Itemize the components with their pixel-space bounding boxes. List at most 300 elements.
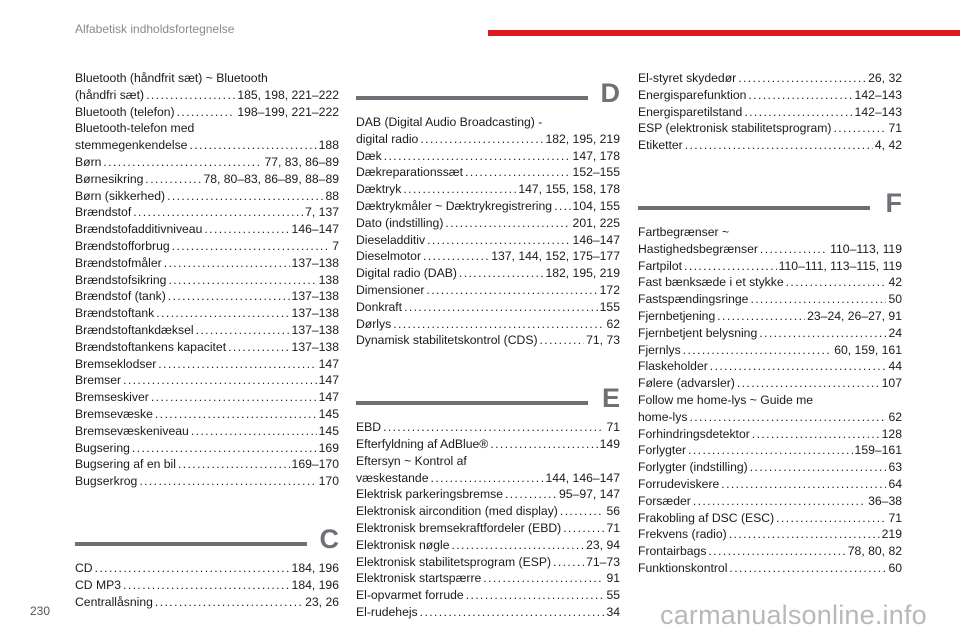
dot-leader — [540, 332, 585, 349]
page-reference: 128 — [881, 426, 902, 441]
section-gap — [356, 349, 620, 375]
index-entry — [75, 288, 339, 305]
header-title: Alfabetisk indholdsfortegnelse — [75, 22, 235, 36]
dot-leader — [752, 426, 880, 443]
index-term: Fjernbetjening — [638, 308, 716, 323]
index-term: Brændstofforbrug — [75, 238, 170, 253]
page-reference: 184, 196 — [291, 577, 339, 592]
dot-leader — [786, 274, 887, 291]
page-reference: 23, 94 — [586, 537, 620, 552]
index-entry-row — [75, 372, 339, 389]
index-entry-row — [356, 131, 620, 148]
index-term: Forlygter — [638, 443, 687, 458]
index-entry-row — [356, 181, 620, 198]
page-reference: 23–24, 26–27, 91 — [807, 308, 902, 323]
dot-leader — [490, 436, 597, 453]
index-entry-row — [356, 486, 620, 503]
index-term: Bluetooth (telefon) — [75, 104, 175, 119]
index-term: Brændstoftankdæksel — [75, 322, 194, 337]
page-reference: 142–143 — [854, 87, 902, 102]
page-reference: 170 — [318, 474, 339, 489]
dot-leader — [177, 104, 236, 121]
index-entry-row — [638, 342, 902, 359]
index-term: ESP (elektronisk stabilitetsprogram) — [638, 121, 832, 136]
page-reference: 60, 159, 161 — [834, 342, 902, 357]
page-reference: 104, 155 — [572, 198, 620, 213]
dot-leader — [738, 70, 866, 87]
page-reference: 146–147 — [572, 232, 620, 247]
dot-leader — [384, 148, 571, 165]
dot-leader — [123, 577, 289, 594]
index-term: Følere (advarsler) — [638, 376, 735, 391]
dot-leader — [178, 456, 290, 473]
index-entry — [638, 325, 902, 342]
index-entry — [638, 291, 902, 308]
section-gap — [638, 154, 902, 180]
index-entry — [75, 204, 339, 221]
index-entry-row — [75, 594, 339, 611]
index-entry-row — [638, 375, 902, 392]
index-entry-row — [356, 164, 620, 181]
index-entry — [75, 120, 339, 154]
dot-leader — [139, 473, 316, 490]
dot-leader — [103, 154, 262, 171]
page-reference: 7, 137 — [305, 205, 339, 220]
page-reference: 219 — [881, 527, 902, 542]
index-entry-row — [75, 456, 339, 473]
page-number: 230 — [30, 604, 51, 618]
dot-leader — [158, 356, 316, 373]
section-heading-f — [638, 188, 902, 218]
index-term: Energisparetilstand — [638, 104, 743, 119]
index-entry-row — [356, 436, 620, 453]
dot-leader — [196, 322, 290, 339]
page-reference: 184, 196 — [291, 560, 339, 575]
index-entry-line: Bluetooth-telefon med — [75, 121, 195, 136]
index-term: Fjernbetjent belysning — [638, 325, 758, 340]
page-reference: 144, 146–147 — [545, 470, 620, 485]
index-term: El-opvarmet forrude — [356, 588, 464, 603]
index-entry-row — [75, 104, 339, 121]
index-entry — [356, 265, 620, 282]
index-column-1 — [75, 70, 339, 610]
dot-leader — [693, 493, 866, 510]
index-entry — [356, 164, 620, 181]
index-entry — [638, 308, 902, 325]
index-entry-line: Eftersyn ~ Kontrol af — [356, 453, 467, 468]
index-term: Bremsevæskeniveau — [75, 423, 189, 438]
index-entry-row — [356, 604, 620, 621]
dot-leader — [505, 486, 557, 503]
index-entry — [356, 316, 620, 333]
index-entry — [75, 594, 339, 611]
index-entry-row — [356, 248, 620, 265]
index-entry-row — [356, 148, 620, 165]
page-reference: 201, 225 — [572, 215, 620, 230]
page-reference: 60 — [888, 560, 902, 575]
index-entry — [75, 339, 339, 356]
index-entry — [356, 114, 620, 148]
index-entry — [75, 560, 339, 577]
section-letter: F — [885, 187, 902, 218]
page-reference: 198–199, 221–222 — [237, 104, 339, 119]
index-entry-row — [638, 137, 902, 154]
index-entry — [75, 238, 339, 255]
index-term: Bremsevæske — [75, 406, 153, 421]
index-entry — [638, 375, 902, 392]
page-reference: 169 — [318, 440, 339, 455]
index-entry-row — [75, 87, 339, 104]
dot-leader — [445, 215, 570, 232]
dot-leader — [717, 308, 805, 325]
dot-leader — [744, 104, 852, 121]
page-reference: 23, 26 — [305, 594, 339, 609]
index-entry-row — [356, 537, 620, 554]
index-entry — [75, 406, 339, 423]
index-term: Frakobling af DSC (ESC) — [638, 510, 775, 525]
index-entry-row — [75, 356, 339, 373]
index-entry-row — [75, 339, 339, 356]
dot-leader — [423, 248, 489, 265]
index-entry — [638, 70, 902, 87]
index-entry-row — [75, 221, 339, 238]
index-entry-row — [638, 325, 902, 342]
index-entry-row — [356, 503, 620, 520]
dot-leader — [426, 282, 597, 299]
index-entry-row — [356, 520, 620, 537]
index-entry — [638, 342, 902, 359]
index-entry-row — [75, 171, 339, 188]
index-entry-row — [356, 299, 620, 316]
index-entry-row — [638, 526, 902, 543]
dot-leader — [466, 587, 605, 604]
dot-leader — [465, 164, 571, 181]
index-entry-row — [356, 570, 620, 587]
index-term: Flaskeholder — [638, 359, 708, 374]
index-term: Fastspændingsringe — [638, 292, 749, 307]
dot-leader — [760, 241, 828, 258]
section-gap — [75, 490, 339, 516]
index-entry-row — [75, 137, 339, 154]
index-term: Brændstof (tank) — [75, 289, 166, 304]
dot-leader — [688, 442, 852, 459]
index-entry-row — [75, 577, 339, 594]
index-entry-row — [75, 322, 339, 339]
index-term: Dæk — [356, 148, 382, 163]
page-reference: 137–138 — [291, 289, 339, 304]
dot-leader — [383, 419, 604, 436]
index-entry-row — [638, 358, 902, 375]
dot-leader — [228, 339, 289, 356]
page-reference: 91 — [606, 571, 620, 586]
page-reference: 34 — [606, 604, 620, 619]
page-reference: 88 — [325, 188, 339, 203]
index-term: Forlygter (indstilling) — [638, 460, 748, 475]
index-term: Bugserkrog — [75, 474, 138, 489]
index-entry — [356, 198, 620, 215]
page-reference: 44 — [888, 359, 902, 374]
index-entry — [75, 456, 339, 473]
index-entry — [638, 224, 902, 258]
index-entry — [638, 442, 902, 459]
index-entry-row — [638, 442, 902, 459]
index-term: Fartpilot — [638, 258, 683, 273]
page-reference: 64 — [888, 476, 902, 491]
index-entry-row — [638, 241, 902, 258]
index-entry-row — [356, 265, 620, 282]
index-entry-row — [638, 476, 902, 493]
dot-leader — [750, 291, 886, 308]
index-entry — [356, 486, 620, 503]
section-rule — [638, 206, 870, 210]
index-term: Elektronisk startspærre — [356, 571, 482, 586]
index-entry — [356, 215, 620, 232]
index-column-3 — [638, 70, 902, 577]
index-term: Dækreparationssæt — [356, 165, 464, 180]
index-entry — [638, 510, 902, 527]
dot-leader — [172, 238, 331, 255]
index-term: Børn — [75, 154, 102, 169]
page-reference: 71 — [888, 121, 902, 136]
index-term: El-styret skydedør — [638, 71, 737, 85]
index-entry-row — [356, 282, 620, 299]
index-entry-row — [638, 70, 902, 87]
index-term: Bremser — [75, 373, 122, 388]
page-reference: 36–38 — [868, 493, 902, 508]
index-entry-row — [75, 154, 339, 171]
index-entry-line: Fartbegrænser ~ — [638, 224, 730, 239]
index-term: Brændstofmåler — [75, 255, 162, 270]
index-entry — [75, 577, 339, 594]
index-entry-line: Follow me home-lys ~ Guide me — [638, 392, 814, 407]
page-reference: 110–111, 113–115, 119 — [778, 258, 902, 273]
section-heading-c — [75, 524, 339, 554]
index-entry — [638, 274, 902, 291]
dot-leader — [123, 372, 317, 389]
index-term: Dørlys — [356, 316, 392, 331]
index-entry — [638, 543, 902, 560]
index-entry — [638, 392, 902, 426]
page-reference: 137–138 — [291, 339, 339, 354]
dot-leader — [168, 288, 290, 305]
index-term: Brændstof — [75, 205, 132, 220]
index-term: stemmegenkendelse — [75, 138, 188, 153]
index-entry — [75, 440, 339, 457]
index-entry — [638, 137, 902, 154]
page-reference: 55 — [606, 588, 620, 603]
dot-leader — [404, 299, 598, 316]
index-entry-row — [638, 426, 902, 443]
section-letter: C — [319, 523, 339, 554]
index-entry — [356, 436, 620, 453]
index-term: Dieselmotor — [356, 249, 422, 264]
index-entry-row — [356, 332, 620, 349]
dot-leader — [685, 137, 873, 154]
index-entry-row — [75, 188, 339, 205]
dot-leader — [403, 181, 516, 198]
index-term: Dæktrykmåler ~ Dæktrykregistrering — [356, 198, 553, 213]
dot-leader — [748, 87, 852, 104]
index-term: EBD — [356, 420, 382, 435]
page-reference: 137–138 — [291, 306, 339, 321]
page-reference: 182, 195, 219 — [545, 131, 620, 146]
dot-leader — [483, 570, 604, 587]
index-entry-row — [638, 459, 902, 476]
dot-leader — [145, 171, 201, 188]
index-entry-row — [356, 232, 620, 249]
index-entry-row — [638, 543, 902, 560]
index-entry — [638, 493, 902, 510]
page-reference: 24 — [888, 325, 902, 340]
index-term: CD MP3 — [75, 577, 122, 592]
index-term: Funktionskontrol — [638, 560, 728, 575]
index-entry — [356, 299, 620, 316]
dot-leader — [737, 375, 880, 392]
index-term: Brændstoftank — [75, 306, 155, 321]
index-entry-row — [638, 258, 902, 275]
dot-leader — [133, 204, 303, 221]
index-entry-row — [638, 510, 902, 527]
index-entry — [356, 503, 620, 520]
index-entry-row — [638, 291, 902, 308]
index-entry-line: Bluetooth (håndfrit sæt) ~ Bluetooth — [75, 71, 268, 85]
index-entry — [356, 282, 620, 299]
index-term: Etiketter — [638, 138, 683, 153]
index-entry — [356, 332, 620, 349]
index-entry-row — [356, 554, 620, 571]
index-entry-row — [638, 87, 902, 104]
section-rule — [356, 401, 588, 405]
index-term: Dimensioner — [356, 282, 425, 297]
index-term: Elektronisk bremsekraftfordeler (EBD) — [356, 520, 562, 535]
index-entry-row — [638, 120, 902, 137]
page-reference: 172 — [599, 282, 620, 297]
page-reference: 147 — [318, 356, 339, 371]
page-reference: 137–138 — [291, 255, 339, 270]
index-entry-row — [75, 305, 339, 322]
index-entry-row — [75, 473, 339, 490]
section-letter: D — [600, 78, 620, 108]
dot-leader — [151, 389, 317, 406]
index-entry — [75, 322, 339, 339]
index-entry-row — [356, 198, 620, 215]
header-accent-bar — [488, 30, 960, 36]
dot-leader — [689, 409, 886, 426]
page-reference: 137–138 — [291, 322, 339, 337]
index-entry — [638, 560, 902, 577]
page-reference: 138 — [318, 272, 339, 287]
index-entry — [75, 171, 339, 188]
index-term: Bugsering — [75, 440, 130, 455]
dot-leader — [750, 459, 887, 476]
page-reference: 62 — [606, 316, 620, 331]
index-entry — [75, 104, 339, 121]
page-reference: 50 — [888, 292, 902, 307]
index-entry — [75, 389, 339, 406]
section-rule — [356, 96, 588, 100]
index-entry-row — [75, 406, 339, 423]
index-term: Bremseklodser — [75, 356, 157, 371]
index-term: Elektronisk aircondition (med display) — [356, 504, 558, 519]
index-entry — [356, 570, 620, 587]
index-entry — [75, 423, 339, 440]
page-reference: 77, 83, 86–89 — [264, 154, 339, 169]
page-reference: 26, 32 — [868, 71, 902, 85]
page-reference: 78, 80, 82 — [847, 544, 902, 559]
page-reference: 147 — [318, 390, 339, 405]
index-term: Donkraft — [356, 299, 403, 314]
page-reference: 147, 178 — [572, 148, 620, 163]
dot-leader — [431, 470, 544, 487]
page-reference: 63 — [888, 460, 902, 475]
index-column-2 — [356, 70, 620, 621]
index-term: digital radio — [356, 131, 419, 146]
index-entry — [75, 154, 339, 171]
index-entry — [75, 221, 339, 238]
index-entry — [356, 604, 620, 621]
dot-leader — [721, 476, 886, 493]
dot-leader — [155, 406, 317, 423]
page-reference: 71 — [606, 420, 620, 435]
dot-leader — [708, 543, 845, 560]
dot-leader — [167, 188, 323, 205]
page-reference: 155 — [599, 299, 620, 314]
page-reference: 95–97, 147 — [559, 487, 620, 502]
dot-leader — [459, 265, 544, 282]
index-entry — [356, 520, 620, 537]
index-entry — [356, 554, 620, 571]
dot-leader — [729, 560, 886, 577]
index-entry — [356, 587, 620, 604]
index-entry — [638, 258, 902, 275]
dot-leader — [684, 258, 777, 275]
dot-leader — [164, 255, 290, 272]
page-reference: 4, 42 — [874, 138, 902, 153]
index-entry — [356, 181, 620, 198]
index-entry-row — [638, 104, 902, 121]
index-entry-row — [75, 288, 339, 305]
dot-leader — [393, 316, 604, 333]
page-reference: 147, 155, 158, 178 — [518, 182, 620, 197]
index-term: Digital radio (DAB) — [356, 266, 457, 281]
dot-leader — [560, 503, 605, 520]
index-entry — [638, 526, 902, 543]
index-term: home-lys — [638, 409, 688, 424]
page-reference: 7 — [332, 238, 339, 253]
dot-leader — [683, 342, 833, 359]
index-entry — [638, 104, 902, 121]
page-reference: 182, 195, 219 — [545, 266, 620, 281]
index-term: Børnesikring — [75, 171, 144, 186]
dot-leader — [553, 554, 584, 571]
page-reference: 62 — [888, 409, 902, 424]
index-entry — [356, 453, 620, 487]
index-entry-row — [75, 423, 339, 440]
page-reference: 110–113, 119 — [830, 241, 902, 256]
dot-leader — [95, 560, 290, 577]
dot-leader — [834, 120, 887, 137]
index-entry — [356, 232, 620, 249]
index-entry — [75, 356, 339, 373]
section-heading-d — [356, 78, 620, 108]
watermark: carmanualsonline.info — [660, 600, 927, 630]
section-letter: E — [601, 383, 620, 414]
index-entry — [638, 426, 902, 443]
index-term: Frekvens (radio) — [638, 527, 727, 542]
index-term: Centrallåsning — [75, 594, 153, 609]
index-term: Bugsering af en bil — [75, 457, 176, 472]
index-entry-row — [75, 238, 339, 255]
